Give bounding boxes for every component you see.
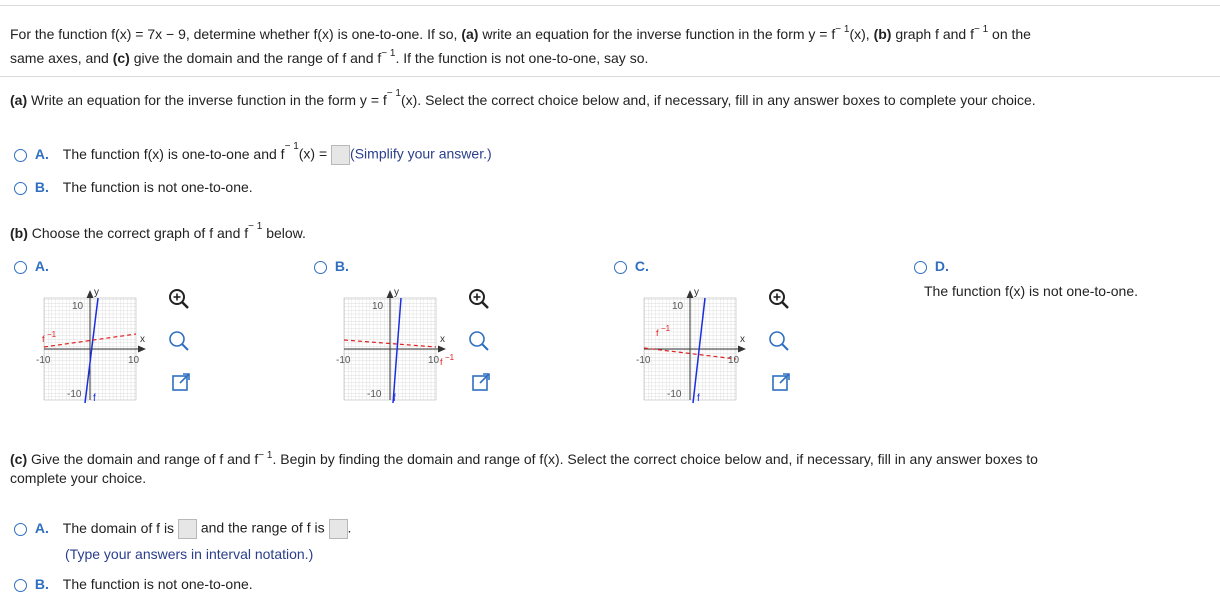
radio-b[interactable] [14, 182, 27, 195]
zoom-in-icon[interactable] [168, 288, 190, 310]
inverse-answer-box[interactable] [331, 145, 350, 165]
x-min-label: -10 [336, 355, 351, 366]
graph-c[interactable] [630, 285, 760, 410]
expand-icon[interactable] [170, 371, 192, 393]
domain-answer-box[interactable] [178, 519, 197, 539]
x-max-label: 10 [728, 355, 740, 366]
x-max-label: 10 [128, 355, 140, 366]
y-min-label: -10 [667, 389, 682, 400]
zoom-out-icon[interactable] [768, 330, 790, 352]
y-max-label: 10 [672, 301, 684, 312]
radio-graph-b[interactable] [314, 261, 327, 274]
x-min-label: -10 [36, 355, 51, 366]
y-max-label: 10 [72, 301, 84, 312]
finv-label: f [440, 357, 443, 367]
part-a-option-b[interactable]: B. The function is not one-to-one. [14, 179, 253, 195]
f-label: f [393, 393, 396, 404]
finv-label: f [42, 334, 45, 344]
y-min-label: -10 [67, 389, 82, 400]
radio-a[interactable] [14, 149, 27, 162]
x-label: x [440, 334, 445, 345]
expand-icon[interactable] [770, 371, 792, 393]
part-a-prompt: (a) Write an equation for the inverse function in the form $y = f^{- 1}(x)$. Select the correct choice below and, if necessary, fill in any answer boxes to complete your choice. [10, 88, 1036, 108]
part-a-option-a[interactable]: A. The function f(x) is one-to-one and $f^{- 1}(x)$ = (Simplify your answer.) [14, 145, 492, 165]
finv-sup: −1 [661, 324, 671, 333]
radio-c-a[interactable] [14, 523, 27, 536]
part-c-option-b[interactable]: B. The function is not one-to-one. [14, 576, 253, 592]
part-c-prompt: (c) Give the domain and range of f and $f^{- 1}$. Begin by finding the domain and range of f(x). Select the correct choice below and, if necessary, fill in any answer boxes to complete your choice. [10, 450, 1038, 486]
graph-option-b[interactable]: B. [314, 258, 349, 274]
graph-b[interactable] [330, 285, 460, 410]
graph-option-c[interactable]: C. [614, 258, 649, 274]
graph-option-a[interactable]: A. [14, 258, 49, 274]
f-label: f [697, 393, 700, 404]
zoom-out-icon[interactable] [168, 330, 190, 352]
part-c-hint: (Type your answers in interval notation.) [65, 546, 314, 562]
radio-c-b[interactable] [14, 579, 27, 592]
f-label: f [93, 393, 96, 404]
finv-sup: −1 [47, 330, 57, 339]
zoom-in-icon[interactable] [468, 288, 490, 310]
x-label: x [140, 334, 145, 345]
part-b-prompt: (b) Choose the correct graph of f and $f^{- 1}$ below. [10, 221, 306, 241]
radio-graph-c[interactable] [614, 261, 627, 274]
y-label: y [394, 287, 399, 298]
y-min-label: -10 [367, 389, 382, 400]
zoom-in-icon[interactable] [768, 288, 790, 310]
question-text: For the function f(x) = 7x − 9, determine whether f(x) is one-to-one. If so, (a) write an equation for the inverse function in the form $y = f^{- 1}(x)$, (b) graph f and $f^{- 1}$ on the same axes, and (c) give the domain and the range of f and $f^{- 1}$. If the function is not one-to-one, say so. [10, 24, 1031, 66]
x-min-label: -10 [636, 355, 651, 366]
y-arrow [87, 290, 94, 298]
expand-icon[interactable] [470, 371, 492, 393]
radio-graph-a[interactable] [14, 261, 27, 274]
y-label: y [694, 287, 699, 298]
finv-sup: −1 [445, 353, 455, 362]
x-max-label: 10 [428, 355, 440, 366]
zoom-out-icon[interactable] [468, 330, 490, 352]
part-c-option-a[interactable]: A. The domain of f is and the range of f is . [14, 519, 351, 539]
range-answer-box[interactable] [329, 519, 348, 539]
radio-graph-d[interactable] [914, 261, 927, 274]
finv-label: f [656, 328, 659, 338]
x-arrow [738, 346, 746, 353]
y-label: y [94, 287, 99, 298]
y-arrow [387, 290, 394, 298]
option-d-text: The function f(x) is not one-to-one. [924, 283, 1138, 299]
graph-a[interactable] [30, 285, 160, 410]
y-max-label: 10 [372, 301, 384, 312]
graph-option-d[interactable]: D. [914, 258, 949, 274]
x-arrow [438, 346, 446, 353]
y-arrow [687, 290, 694, 298]
x-arrow [138, 346, 146, 353]
x-label: x [740, 334, 745, 345]
